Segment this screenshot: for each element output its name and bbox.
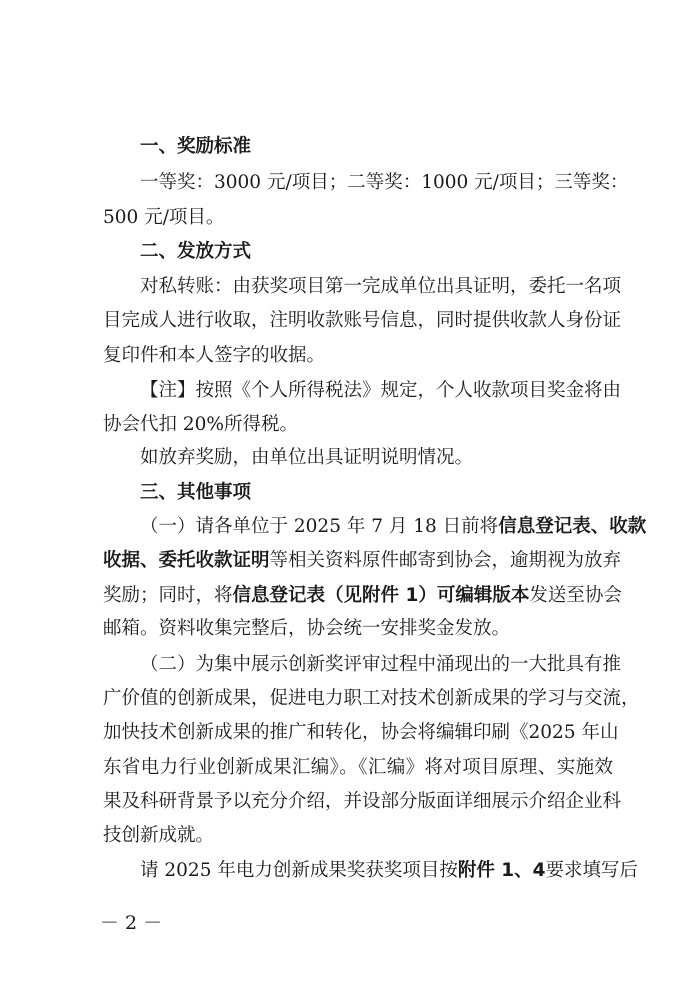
section-heading-payment-method: 二、发放方式	[140, 241, 252, 262]
other-item1-line-2	[103, 546, 622, 576]
other-item2-line-5: 果及科研背景予以充分介绍，并设部分版面详细展示介绍企业科	[103, 791, 622, 812]
other-item3-line-1-text-a: 请 2025 年电力创新成果奖获奖项目按	[140, 860, 458, 881]
section-heading-other-matters: 三、其他事项	[140, 482, 252, 503]
payment-waiver-line: 如放弃奖励，由单位出具证明说明情况。	[140, 447, 474, 468]
other-item3-line-1	[140, 856, 639, 886]
other-item1-line-2-text: 等相关资料原件邮寄到协会，逾期视为放弃	[269, 550, 622, 571]
other-item2-line-6: 技创新成就。	[103, 825, 215, 846]
payment-para1-line-1: 对私转账：由获奖项目第一完成单位出具证明，委托一名项	[140, 276, 622, 297]
other-item1-line-3-text-a: 奖励；同时，将	[103, 585, 233, 606]
payment-para1-line-2: 目完成人进行收取，注明收款账号信息，同时提供收款人身份证	[103, 310, 622, 331]
other-item2-line-2: 广价值的创新成果，促进电力职工对技术创新成果的学习与交流，	[103, 688, 640, 709]
other-item1-line-3-bold: 信息登记表（见附件 1）可编辑版本	[232, 585, 530, 606]
section-heading-reward-standard: 一、奖励标准	[140, 136, 252, 157]
payment-para1-line-3: 复印件和本人签字的收据。	[103, 345, 326, 366]
other-item3-line-1-bold: 附件 1、4	[457, 860, 546, 881]
other-item3-line-1-text-b: 要求填写后	[545, 860, 639, 881]
other-item1-line-1	[140, 512, 647, 542]
other-item1-line-3	[103, 581, 622, 611]
other-item1-line-1-text: （一）请各单位于 2025 年 7 月 18 日前将	[140, 516, 499, 537]
payment-note-line-2: 协会代扣 20%所得税。	[103, 414, 299, 435]
other-item1-line-3-text-b: 发送至协会	[529, 585, 622, 606]
payment-note-line-1: 【注】按照《个人所得税法》规定，个人收款项目奖金将由	[140, 380, 622, 401]
page-number: － 2 －	[100, 912, 163, 934]
other-item2-line-3: 加快技术创新成果的推广和转化，协会将编辑印刷《2025 年山	[103, 722, 619, 743]
other-item2-line-1: （二）为集中展示创新奖评审过程中涌现出的一大批具有推	[140, 654, 622, 675]
other-item2-line-4: 东省电力行业创新成果汇编》。《汇编》将对项目原理、实施效	[103, 757, 613, 778]
other-item1-line-4: 邮箱。资料收集完整后，协会统一安排奖金发放。	[103, 618, 511, 639]
reward-standard-line-1: 一等奖：3000 元/项目；二等奖：1000 元/项目；三等奖：	[140, 172, 629, 193]
other-item1-line-1-bold: 信息登记表、收款	[498, 516, 647, 537]
reward-standard-line-2: 500 元/项目。	[103, 207, 225, 228]
other-item1-line-2-bold: 收据、委托收款证明	[103, 550, 270, 571]
